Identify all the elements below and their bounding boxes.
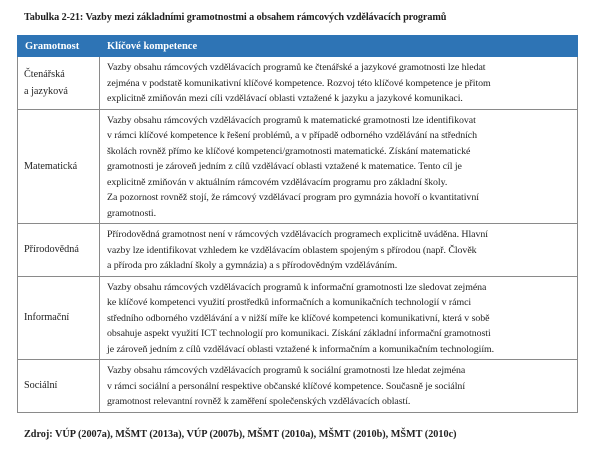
label-line: Informační <box>24 312 70 324</box>
table-row-prirodovedna <box>18 224 578 277</box>
row-label-socialni <box>18 360 100 413</box>
text-line: Za pozornost rovněž stojí, že rámcový vzdělávací program pro gymnázia hovoří o kvantitativní <box>107 192 479 203</box>
label-line: Sociální <box>24 380 58 392</box>
row-text-prirodovedna <box>100 224 578 277</box>
text-line: středního odborného vzdělávání a v nižší míře ke klíčové kompetenci komunikativní, která v sobě <box>107 312 490 324</box>
source-note: Zdroj: VÚP (2007a), MŠMT (2013a), VÚP (2007b), MŠMT (2010a), MŠMT (2010b), MŠMT (2010c) <box>24 429 457 440</box>
row-label-informacni <box>18 276 100 360</box>
row-text-socialni <box>100 360 578 413</box>
text-line: ke klíčové kompetenci využití prostředků informačních a komunikačních technologií v rámci <box>107 297 472 308</box>
text-line: Vazby obsahu rámcových vzdělávacích programů k informační gramotnosti lze sledovat zejména <box>107 281 487 293</box>
table-row-ctenarska <box>18 57 578 110</box>
label-line: Čtenářská <box>24 68 65 80</box>
text-line: Vazby obsahu rámcových vzdělávacích programů k sociální gramotnosti lze hledat zejména <box>107 365 466 376</box>
text-line: Vazby obsahu rámcových vzdělávacích programů k matematické gramotnosti lze identifikovat <box>107 114 476 126</box>
row-label-matematicka <box>18 109 100 224</box>
row-label-prirodovedna <box>18 224 100 277</box>
text-line: je zároveň jedním z cílů vzdělávací oblasti vztažené k informačním a komunikačním technologiím. <box>107 343 495 355</box>
header-gramotnost: Gramotnost <box>18 36 100 57</box>
text-line: explicitně zmiňován mezi cíli vzdělávací oblasti vztažené k jazyku a jazykové komunikaci. <box>107 93 463 104</box>
text-line: explicitně zmiňován v aktuálním rámcovém vzdělávacím programu pro základní školy. <box>107 176 448 188</box>
row-label-ctenarska <box>18 57 100 110</box>
text-line: a příroda pro základní školy a gymnázia) a s přírodovědným vzděláváním. <box>107 260 398 271</box>
text-line: gramotnosti. <box>107 207 157 219</box>
text-line: Vazby obsahu rámcových vzdělávacích programů ke čtenářské a jazykové gramotnosti lze hledat <box>107 62 486 73</box>
text-line: v rámci sociální a personální respektive občanské klíčové kompetence. Současně je sociální <box>107 380 466 392</box>
table-row-informacni <box>18 276 578 360</box>
text-line: v rámci klíčové kompetence k řešení problémů, a v případě odborného vzdělávání na středních <box>107 130 478 141</box>
text-line: zejména v podstatě komunikativní klíčové kompetence. Rozvoj této klíčové kompetence je přitom <box>107 77 491 89</box>
competencies-table <box>17 35 578 413</box>
table-row-socialni <box>18 360 578 413</box>
label-line: a jazyková <box>24 85 68 97</box>
text-line: gramotnosti je zároveň jedním z cílů vzdělávací oblasti vztažené k matematice. Tento cíl je <box>107 161 462 172</box>
text-line: školách rovněž přímo ke klíčové kompetenci/gramotnosti matematické. Získání matematické <box>107 145 471 157</box>
row-text-matematicka <box>100 109 578 224</box>
text-line: obsahuje aspekt využití ICT technologií pro komunikaci. Získání základní informační gramotnosti <box>107 328 491 339</box>
table-caption: Tabulka 2-21: Vazby mezi základními gramotnostmi a obsahem rámcových vzdělávacích programů <box>24 12 447 23</box>
row-text-ctenarska <box>100 57 578 110</box>
text-line: gramotnost relevantní rovněž k zaměření společenských vzdělávacích oblastí. <box>107 396 411 407</box>
row-text-informacni <box>100 276 578 360</box>
table-row-matematicka <box>18 109 578 224</box>
label-line: Matematická <box>24 160 78 172</box>
text-line: Přírodovědná gramotnost není v rámcových vzdělávacích programech explicitně uváděna. Hlavní <box>107 229 488 240</box>
header-klicove-kompetence: Klíčové kompetence <box>100 36 578 57</box>
table-header-row <box>18 36 578 57</box>
label-line: Přírodovědná <box>24 244 79 256</box>
text-line: vazby lze identifikovat vzhledem ke vzdělávacím oblastem spojeným s přírodou (např. Člověk <box>107 244 477 256</box>
